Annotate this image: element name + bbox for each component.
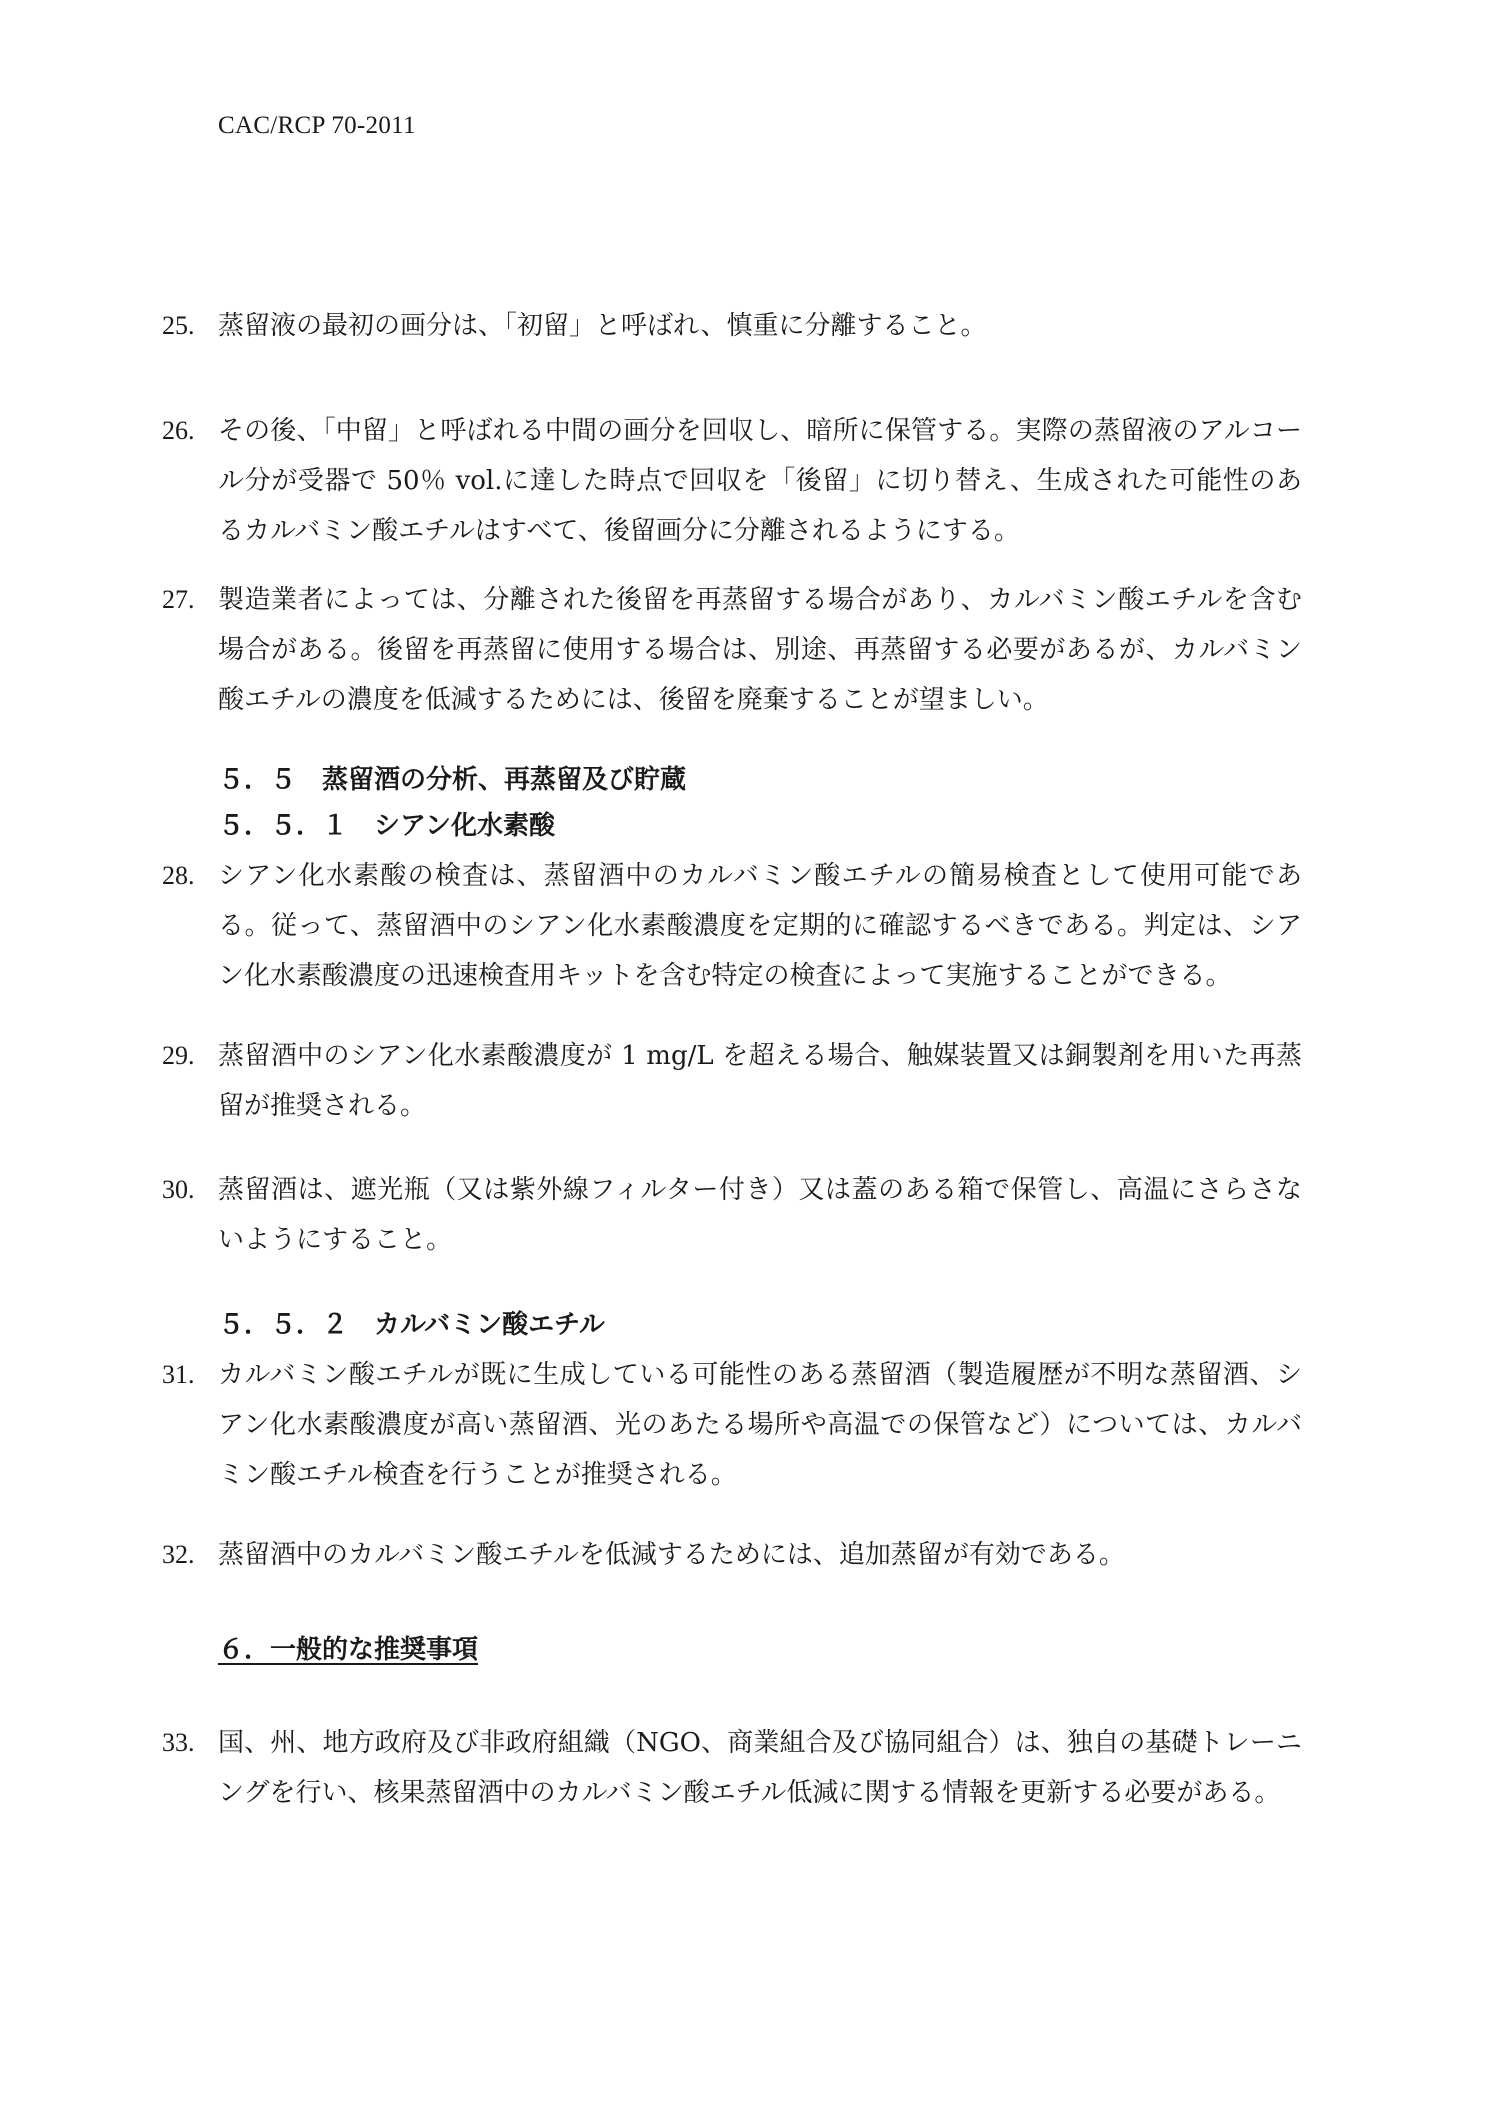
paragraph-number: 25. bbox=[162, 311, 195, 340]
paragraph-text: 蒸留液の最初の画分は、「初留」と呼ばれ、慎重に分離すること。 bbox=[218, 311, 987, 341]
paragraph-text: 国、州、地方政府及び非政府組織（NGO、商業組合及び協同組合）は、独自の基礎トレーニングを行い、核果蒸留酒中のカルバミン酸エチル低減に関する情報を更新する必要がある。 bbox=[218, 1728, 1302, 1808]
paragraph-25 bbox=[162, 301, 1302, 351]
document-code: CAC/RCP 70-2011 bbox=[218, 112, 416, 139]
paragraph-number: 30. bbox=[162, 1175, 195, 1204]
paragraph-28 bbox=[162, 851, 1302, 1001]
section-heading-6-text: ６．一般的な推奨事項 bbox=[218, 1635, 479, 1665]
paragraph-number: 33. bbox=[162, 1728, 195, 1757]
paragraph-number: 27. bbox=[162, 585, 195, 614]
paragraph-number: 29. bbox=[162, 1041, 195, 1070]
section-heading-6 bbox=[218, 1630, 478, 1670]
paragraph-29 bbox=[162, 1031, 1302, 1131]
paragraph-31 bbox=[162, 1350, 1302, 1500]
paragraph-text: その後、「中留」と呼ばれる中間の画分を回収し、暗所に保管する。実際の蒸留液のアルコール分が受器で 50％ vol.に達した時点で回収を「後留」に切り替え、生成された可能性のあるカルバミン酸エチルはすべて、後留画分に分離されるようにする。 bbox=[218, 416, 1302, 546]
paragraph-33 bbox=[162, 1718, 1302, 1818]
section-heading-5-5: ５．５ 蒸留酒の分析、再蒸留及び貯蔵 bbox=[218, 765, 687, 795]
paragraph-text: 蒸留酒中のシアン化水素酸濃度が 1 mg/L を超える場合、触媒装置又は銅製剤を用いた再蒸留が推奨される。 bbox=[218, 1041, 1302, 1121]
paragraph-text: 蒸留酒中のカルバミン酸エチルを低減するためには、追加蒸留が有効である。 bbox=[218, 1540, 1125, 1570]
section-heading-5-5-2: ５．５．２ カルバミン酸エチル bbox=[218, 1310, 605, 1340]
section-heading-5-5-1: ５．５．１ シアン化水素酸 bbox=[218, 811, 555, 841]
paragraph-32 bbox=[162, 1530, 1302, 1580]
paragraph-number: 32. bbox=[162, 1540, 195, 1569]
paragraph-text: シアン化水素酸の検査は、蒸留酒中のカルバミン酸エチルの簡易検査として使用可能である。従って、蒸留酒中のシアン化水素酸濃度を定期的に確認するべきである。判定は、シアン化水素酸濃度の迅速検査用キットを含む特定の検査によって実施することができる。 bbox=[218, 861, 1302, 991]
paragraph-number: 26. bbox=[162, 416, 195, 445]
paragraph-text: 蒸留酒は、遮光瓶（又は紫外線フィルター付き）又は蓋のある箱で保管し、高温にさらさないようにすること。 bbox=[218, 1175, 1302, 1255]
paragraph-text: 製造業者によっては、分離された後留を再蒸留する場合があり、カルバミン酸エチルを含む場合がある。後留を再蒸留に使用する場合は、別途、再蒸留する必要があるが、カルバミン酸エチルの濃度を低減するためには、後留を廃棄することが望ましい。 bbox=[218, 585, 1302, 715]
paragraph-26 bbox=[162, 406, 1302, 556]
paragraph-number: 31. bbox=[162, 1360, 195, 1389]
paragraph-text: カルバミン酸エチルが既に生成している可能性のある蒸留酒（製造履歴が不明な蒸留酒、シアン化水素酸濃度が高い蒸留酒、光のあたる場所や高温での保管など）については、カルバミン酸エチル検査を行うことが推奨される。 bbox=[218, 1360, 1302, 1490]
paragraph-number: 28. bbox=[162, 861, 195, 890]
paragraph-27 bbox=[162, 575, 1302, 725]
paragraph-30 bbox=[162, 1165, 1302, 1265]
